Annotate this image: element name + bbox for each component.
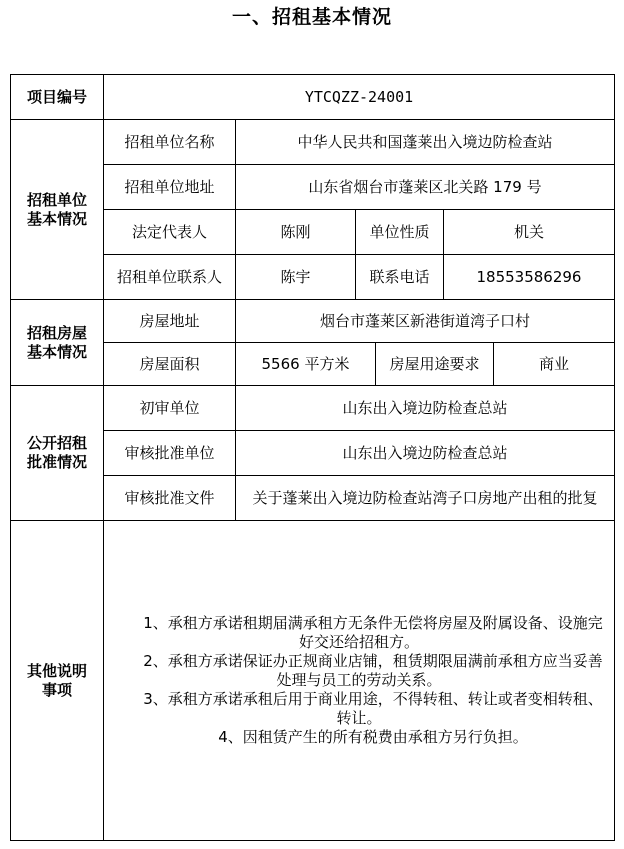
house-address-value: 烟台市蓬莱区新港街道湾子口村 [236, 300, 615, 343]
project-code-value: YTCQZZ-24001 [104, 75, 615, 120]
unit-address-value: 山东省烟台市蓬莱区北关路 179 号 [236, 165, 615, 210]
page-title: 一、招租基本情况 [231, 6, 392, 28]
approval-doc-label: 审核批准文件 [104, 476, 236, 521]
house-area-label: 房屋面积 [104, 343, 236, 386]
row-initial-review [11, 386, 615, 431]
unit-nature-value: 机关 [444, 210, 615, 255]
house-section-label [11, 300, 104, 386]
phone-label: 联系电话 [356, 255, 444, 300]
unit-section-label [11, 120, 104, 300]
house-use-value: 商业 [494, 343, 615, 386]
unit-name-label: 招租单位名称 [104, 120, 236, 165]
row-unit-name [11, 120, 615, 165]
house-use-label: 房屋用途要求 [376, 343, 494, 386]
unit-section-text: 招租单位 基本情况 [26, 190, 87, 228]
approval-doc-value: 关于蓬莱出入境边防检查站湾子口房地产出租的批复 [236, 476, 615, 521]
initial-review-value: 山东出入境边防检查总站 [236, 386, 615, 431]
note-item: 1、承租方承诺租期届满承租方无条件无偿将房屋及附属设备、设施完好交还给招租方。 [143, 614, 603, 651]
contact-value: 陈宇 [236, 255, 356, 300]
row-project-code [11, 75, 615, 120]
unit-name-value: 中华人民共和国蓬莱出入境边防检查站 [236, 120, 615, 165]
note-item: 3、承租方承诺承租后用于商业用途，不得转租、转让或者变相转租、转让。 [143, 690, 603, 727]
note-item: 4、因租赁产生的所有税费由承租方另行负担。 [218, 728, 528, 746]
approval-section-text: 公开招租 批准情况 [26, 434, 87, 471]
row-notes [11, 521, 615, 841]
notes-section-text: 其他说明 事项 [26, 661, 87, 699]
initial-review-label: 初审单位 [104, 386, 236, 431]
rental-info-table [10, 74, 615, 841]
notes-content [104, 521, 615, 841]
note-item: 2、承租方承诺保证办正规商业店铺，租赁期限届满前承租方应当妥善处理与员工的劳动关系。 [143, 652, 603, 689]
approval-unit-label: 审核批准单位 [104, 431, 236, 476]
phone-value: 18553586296 [444, 255, 615, 300]
approval-section-label [11, 386, 104, 521]
approval-unit-value: 山东出入境边防检查总站 [236, 431, 615, 476]
unit-nature-label: 单位性质 [356, 210, 444, 255]
project-code-label: 项目编号 [11, 75, 104, 120]
house-area-value: 5566 平方米 [236, 343, 376, 386]
notes-section-label [11, 521, 104, 841]
house-address-label: 房屋地址 [104, 300, 236, 343]
contact-label: 招租单位联系人 [104, 255, 236, 300]
house-section-text: 招租房屋 基本情况 [26, 323, 87, 361]
legal-rep-label: 法定代表人 [104, 210, 236, 255]
legal-rep-value: 陈刚 [236, 210, 356, 255]
unit-address-label: 招租单位地址 [104, 165, 236, 210]
row-house-address [11, 300, 615, 343]
